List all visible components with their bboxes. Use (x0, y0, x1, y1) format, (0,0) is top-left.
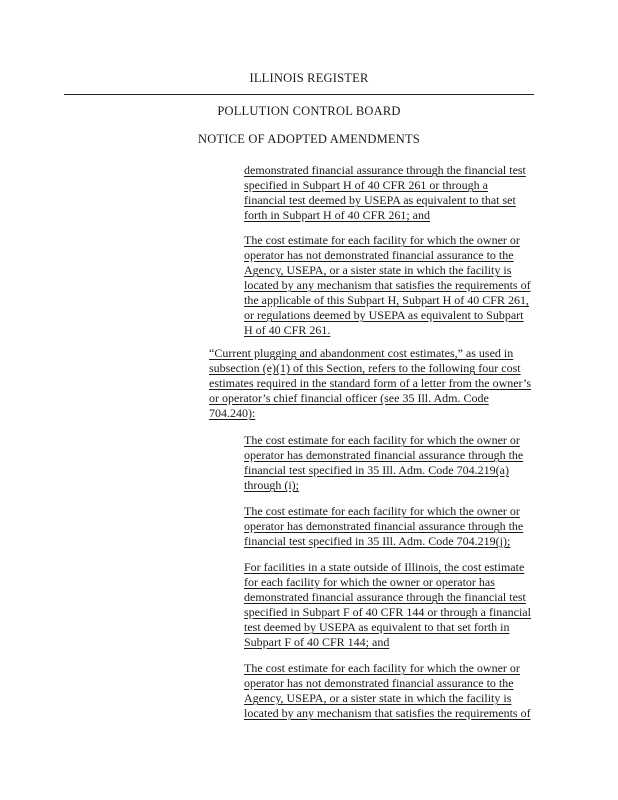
text-line: forth in Subpart H of 40 CFR 261; and (244, 208, 430, 222)
text-line: operator has demonstrated financial assurance through the (244, 519, 524, 533)
register-title: ILLINOIS REGISTER (249, 71, 369, 85)
notice-title: NOTICE OF ADOPTED AMENDMENTS (198, 132, 420, 146)
text-line: The cost estimate for each facility for which the owner or (244, 233, 520, 247)
text-line: demonstrated financial assurance through the financial test (244, 163, 526, 177)
text-line: operator has demonstrated financial assurance through the (244, 448, 524, 462)
text-line: demonstrated financial assurance through the financial test (244, 590, 526, 604)
paragraph-financial-test-a-i (244, 433, 544, 493)
text-line: specified in Subpart H of 40 CFR 261 or through a (244, 178, 488, 192)
text-line: The cost estimate for each facility for which the owner or (244, 504, 520, 518)
text-line: The cost estimate for each facility for which the owner or (244, 433, 520, 447)
paragraph-no-assurance-mechanism (244, 661, 544, 721)
text-line: located by any mechanism that satisfies the requirements of (244, 706, 531, 720)
text-line: estimates required in the standard form of a letter from the owner’s (209, 376, 532, 390)
text-line: For facilities in a state outside of Illinois, the cost estimate (244, 560, 525, 574)
paragraph-sister-state-test (244, 163, 544, 223)
paragraph-no-assurance-sister-state (244, 233, 544, 338)
text-line: financial test deemed by USEPA as equivalent to that set (244, 193, 516, 207)
text-line: financial test specified in 35 Ill. Adm. Code 704.219(a) (244, 463, 509, 477)
text-line: operator has not demonstrated financial assurance to the (244, 248, 514, 262)
text-line: or regulations deemed by USEPA as equivalent to Subpart (244, 308, 524, 322)
header-rule (64, 94, 534, 95)
text-line: for each facility for which the owner or operator has (244, 575, 495, 589)
text-line: subsection (e)(1) of this Section, refers to the following four cost (209, 361, 521, 375)
text-line: the applicable of this Subpart H, Subpart H of 40 CFR 261, (244, 293, 529, 307)
board-title: POLLUTION CONTROL BOARD (217, 104, 401, 118)
text-line: test deemed by USEPA as equivalent to that set forth in (244, 620, 510, 634)
paragraph-current-cost-estimates (209, 346, 549, 421)
text-line: Subpart F of 40 CFR 144; and (244, 635, 390, 649)
text-line: operator has not demonstrated financial assurance to the (244, 676, 514, 690)
text-line: H of 40 CFR 261. (244, 323, 331, 337)
paragraph-outside-illinois (244, 560, 544, 650)
text-line: or operator’s chief financial officer (see 35 Ill. Adm. Code (209, 391, 489, 405)
text-line: specified in Subpart F of 40 CFR 144 or through a financial (244, 605, 531, 619)
text-line: located by any mechanism that satisfies the requirements of (244, 278, 531, 292)
text-line: through (i); (244, 478, 299, 492)
text-line: Agency, USEPA, or a sister state in which the facility is (244, 691, 512, 705)
text-line: Agency, USEPA, or a sister state in which the facility is (244, 263, 512, 277)
text-line: financial test specified in 35 Ill. Adm. Code 704.219(j); (244, 534, 511, 548)
text-line: “Current plugging and abandonment cost estimates,” as used in (209, 346, 514, 360)
text-line: 704.240): (209, 406, 256, 420)
text-line: The cost estimate for each facility for which the owner or (244, 661, 520, 675)
paragraph-financial-test-j (244, 504, 544, 549)
